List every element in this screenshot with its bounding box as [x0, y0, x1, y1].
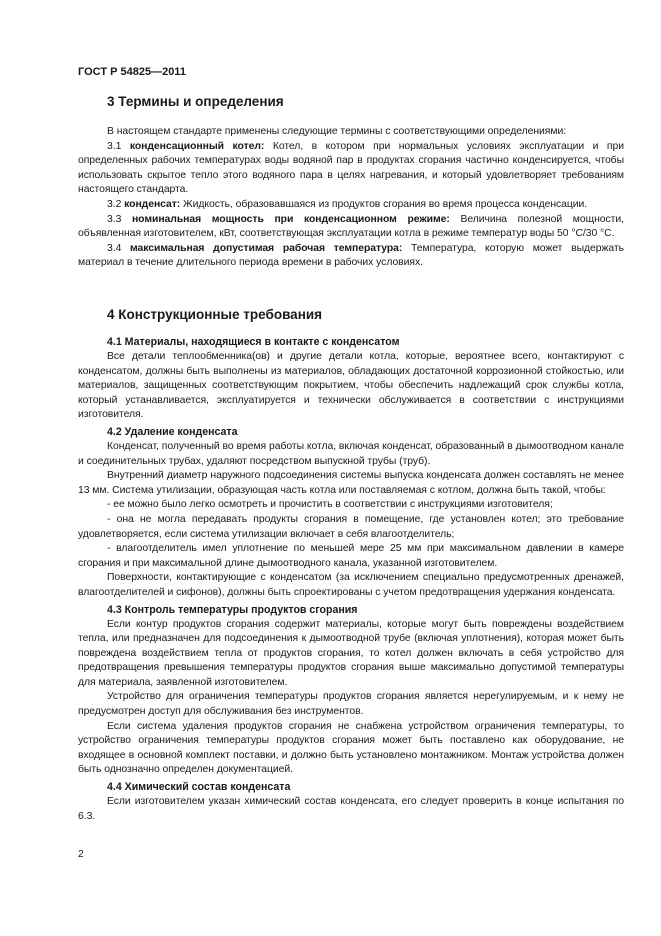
section-4-title: 4 Конструкционные требования — [107, 307, 323, 322]
term-3-1: 3.1 конденсационный котел: Котел, в котором при нормальных условиях эксплуатации и при определенных рабочих температурах воды водяной пар в продуктах сгорания частично конденсируется, чтобы использовать скрытое тепло этого водяного пара в целях нагревания, и который удовлетворяет требованиям настоящего стандарта. — [78, 140, 624, 196]
section-4-2-paragraph: Внутренний диаметр наружного подсоединения системы выпуска конденсата должен составлять не менее 13 мм. Система утилизации, образующая часть котла или поставляемая с котлом, должна быть такой, чтобы: — [78, 470, 624, 496]
section-4-4-title: 4.4 Химический состав конденсата — [107, 781, 291, 794]
list-item: - ее можно было легко осмотреть и прочистить в соответствии с инструкциями изготовителя; — [107, 499, 553, 511]
section-3-title: 3 Термины и определения — [107, 94, 284, 109]
term-3-2: 3.2 конденсат: Жидкость, образовавшаяся из продуктов сгорания во время процесса конденсации. — [107, 198, 588, 210]
section-3 — [78, 94, 624, 271]
section-4-2-paragraph: Конденсат, полученный во время работы котла, включая конденсат, образованный в дымоотводном канале и соединительных трубах, удаляют посредством выпускной трубы (труб). — [78, 440, 624, 467]
section-4-2-paragraph: Поверхности, контактирующие с конденсатом (за исключением специально предусмотренных дренажей, влагоотделителей и сифонов), должны быть спроектированы с учетом предотвращения удержания конденсата. — [78, 572, 624, 598]
section-4-3-title: 4.3 Контроль температуры продуктов сгорания — [107, 603, 358, 616]
document-header: ГОСТ Р 54825—2011 — [78, 66, 186, 78]
section-4-4-paragraph: Если изготовителем указан химический состав конденсата, его следует проверить в конце испытания по 6.3. — [78, 796, 624, 822]
page-number: 2 — [78, 849, 84, 860]
section-4-1-paragraph: Все детали теплообменника(ов) и другие детали котла, которые, вероятнее всего, контактируют с конденсатом, должны быть выполнены из материалов, обладающих достаточной коррозионной стойкостью, или материалов, защищенных соответствующим покрытием, чтобы обеспечить надлежащий срок службы котла, который устанавливается, эксплуатируется и технически обслуживается в соответствии с инструкциями изготовителя. — [78, 351, 624, 421]
list-item: - влагоотделитель имел уплотнение по меньшей мере 25 мм при максимальном давлении в камере сгорания и при максимальной длине дымоотводного канала, указанной изготовителем. — [78, 543, 624, 569]
section-4-2-title: 4.2 Удаление конденсата — [107, 425, 238, 438]
section-4-3-paragraph: Если система удаления продуктов сгорания не снабжена устройством ограничения температуры, то устройство ограничения температуры продуктов сгорания может быть поставлено как оборудование, не входящее в основной комплект поставки, и должно быть установлено монтажником. Монтаж устройства должен быть однозначно определен документацией. — [78, 720, 624, 776]
section-4 — [78, 307, 624, 824]
section-3-intro: В настоящем стандарте применены следующие термины с соответствующими определениями: — [107, 126, 567, 137]
section-4-3-paragraph: Если контур продуктов сгорания содержит материалы, которые могут быть повреждены воздействием тепла, или предназначен для подсоединения к дымоотводной трубе (включая уплотнения), которая может быть повреждена воздействием тепла от продуктов сгорания, то котел должен включать в себя устройство для предотвращения превышения температуры продуктов сгорания выше максимально допустимой температуры для материала, заявленной изготовителем. — [78, 618, 624, 688]
section-4-1-title: 4.1 Материалы, находящиеся в контакте с конденсатом — [107, 336, 400, 348]
section-4-3-paragraph: Устройство для ограничения температуры продуктов сгорания является нерегулируемым, и к нему не предусмотрен доступ для обслуживания без инструментов. — [78, 691, 624, 718]
term-3-4: 3.4 максимальная допустимая рабочая температура: Температура, которую может выдержать материал в течение длительного периода времени в рабочих условиях. — [78, 242, 624, 269]
term-3-3: 3.3 номинальная мощность при конденсационном режиме: Величина полезной мощности, объявленная изготовителем, кВт, соответствующая эксплуатации котла в режиме температур воды 50 °С/30 °С. — [78, 213, 624, 240]
list-item: - она не могла передавать продукты сгорания в помещение, где установлен котел; это требование удовлетворяется, если система утилизации включает в себя влагоотделитель; — [78, 513, 624, 540]
